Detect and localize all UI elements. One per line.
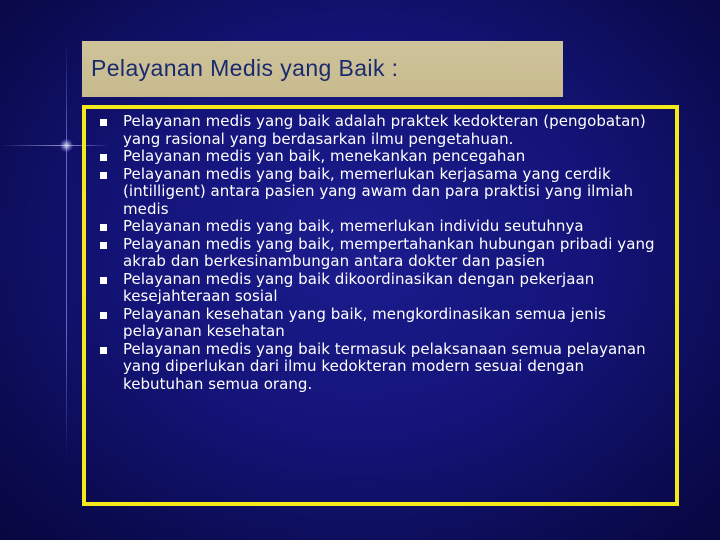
square-bullet-icon: [100, 224, 107, 231]
slide-title: Pelayanan Medis yang Baik :: [91, 55, 399, 81]
square-bullet-icon: [100, 277, 107, 284]
list-item: [99, 236, 669, 271]
list-item-text: Pelayanan kesehatan yang baik, mengkordinasikan semua jenis pelayanan kesehatan: [123, 304, 606, 340]
slide-content-box: [82, 105, 679, 506]
list-item-text: Pelayanan medis yang baik, memerlukan kerjasama yang cerdik (intilligent) antara pasien yang awam dan para praktisi yang ilmiah medis: [123, 164, 634, 218]
slide-title-bar: [82, 41, 563, 97]
square-bullet-icon: [100, 242, 107, 249]
list-item-text: Pelayanan medis yan baik, menekankan pencegahan: [123, 147, 526, 165]
square-bullet-icon: [100, 154, 107, 161]
square-bullet-icon: [100, 347, 107, 354]
list-item: [99, 166, 669, 219]
list-item: [99, 341, 669, 394]
list-item: [99, 306, 669, 341]
square-bullet-icon: [100, 312, 107, 319]
list-item: [99, 271, 669, 306]
list-item-text: Pelayanan medis yang baik adalah praktek kedokteran (pengobatan) yang rasional yang berdasarkan ilmu pengetahuan.: [123, 112, 646, 148]
square-bullet-icon: [100, 172, 107, 179]
list-item: [99, 218, 669, 236]
decorative-sparkle-vertical: [66, 40, 67, 460]
list-item: [99, 148, 669, 166]
list-item-text: Pelayanan medis yang baik dikoordinasikan dengan pekerjaan kesejahteraan sosial: [123, 269, 595, 305]
list-item-text: Pelayanan medis yang baik termasuk pelaksanaan semua pelayanan yang diperlukan dari ilmu kedokteran modern sesuai dengan kebutuhan semua orang.: [123, 339, 646, 393]
square-bullet-icon: [100, 119, 107, 126]
list-item-text: Pelayanan medis yang baik, memerlukan individu seutuhnya: [123, 217, 584, 235]
list-item: [99, 113, 669, 148]
bullet-list: [99, 113, 669, 393]
decorative-sparkle-star: [60, 139, 73, 152]
list-item-text: Pelayanan medis yang baik, mempertahankan hubungan pribadi yang akrab dan berkesinambungan antara dokter dan pasien: [123, 234, 655, 270]
